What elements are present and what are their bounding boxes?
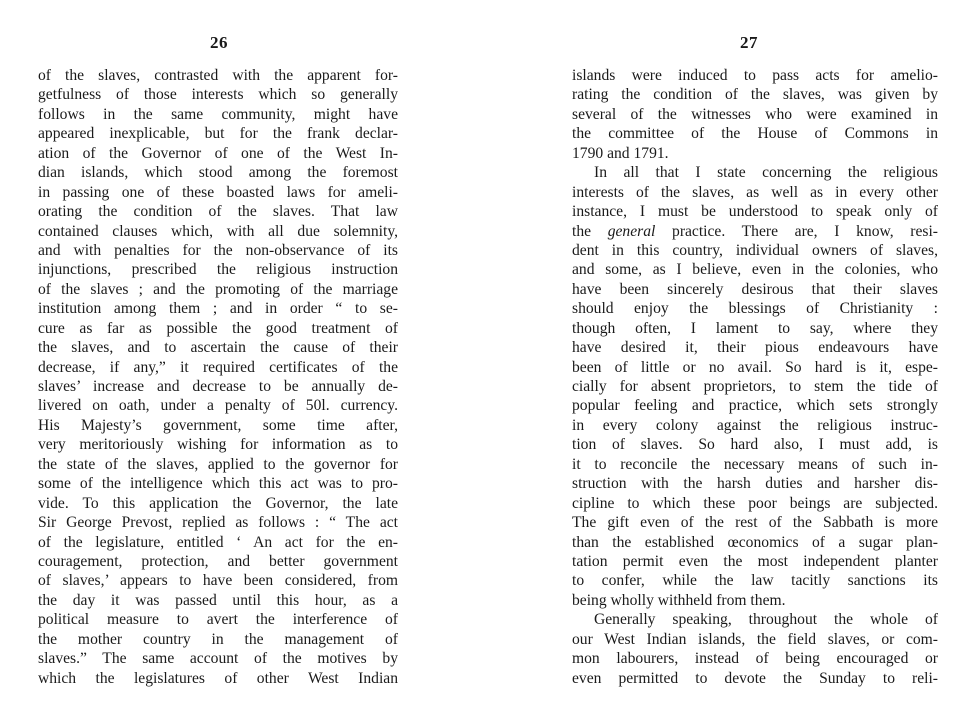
text-line: orating the condition of the slaves. That law	[38, 203, 398, 221]
text-line: institution among them ; and in order “ to se-	[38, 300, 398, 318]
text-line: political measure to avert the interference of	[38, 611, 398, 629]
text-line: in every colony against the religious instruc-	[572, 416, 938, 434]
text-line: livered on oath, under a penalty of 50l. currency.	[38, 397, 398, 415]
text-line: In all that I state concerning the religious	[594, 164, 938, 182]
text-line: injunctions, prescribed the religious instruction	[38, 261, 398, 279]
text-line: very meritoriously wishing for information as to	[38, 436, 398, 454]
text-line: mon labourers, instead of being encouraged or	[572, 650, 938, 668]
text-line: to confer, while the law tacitly sanctions its	[572, 572, 938, 590]
text-line: appeared inexplicable, but for the frank declar-	[38, 125, 398, 143]
text-line: slaves.” The same account of the motives by	[38, 650, 398, 668]
text-line: interests of the slaves, as well as in every other	[572, 183, 938, 201]
text-line: which the legislatures of other West Indian	[38, 669, 398, 687]
text-line: it to reconcile the necessary means of such in-	[572, 455, 938, 473]
text-line: cially for absent proprietors, to stem the tide of	[572, 378, 938, 395]
text-line-with-italic: the general practice. There are, I know, resi-	[572, 222, 939, 240]
text-line: and with penalties for the non-observance of its	[38, 241, 398, 259]
text-line: our West Indian islands, the field slaves, or com-	[572, 630, 938, 648]
text-line: several of the witnesses who were examined in	[572, 105, 938, 123]
text-line: cure as far as possible the good treatment of	[38, 319, 398, 337]
text-line: Generally speaking, throughout the whole of	[594, 611, 938, 629]
text-line: popular feeling and practice, which sets strongly	[572, 397, 938, 415]
text-line: the state of the slaves, applied to the governor for	[38, 455, 398, 473]
text-line: follows in the same community, might have	[38, 105, 398, 123]
text-line: dian islands, which stood among the foremost	[38, 164, 398, 182]
text-line: of the slaves, contrasted with the apparent for-	[38, 67, 398, 84]
page-number-right: 27	[740, 33, 758, 52]
text-line: being wholly withheld from them.	[572, 591, 786, 609]
text-line: tion of slaves. So hard also, I must add, is	[572, 436, 938, 454]
text-line: His Majesty’s government, some time after,	[38, 416, 398, 434]
text-line: the slaves, and to ascertain the cause of their	[38, 339, 398, 357]
text-line: contained clauses which, with all due solemnity,	[38, 222, 398, 240]
text-line: even permitted to devote the Sunday to reli-	[572, 669, 938, 687]
text-line: of the slaves ; and the promoting of the marriage	[38, 280, 398, 298]
text-line: couragement, protection, and better government	[38, 552, 398, 570]
right-page-text	[572, 66, 938, 688]
text-line: the day it was passed until this hour, as a	[38, 591, 398, 609]
text-line: in passing one of these boasted laws for ameli-	[38, 183, 398, 201]
text-line: ation of the Governor of one of the West In-	[38, 144, 398, 162]
text-line: been of little or no avail. So hard is it, espe-	[572, 358, 938, 376]
text-line: vide. To this application the Governor, the late	[38, 494, 398, 512]
text-line: Sir George Prevost, replied as follows : “ The act	[38, 514, 398, 532]
text-line: have desired it, their pious endeavours have	[572, 339, 938, 357]
text-line: tation permit even the most independent planter	[572, 552, 938, 570]
text-line: 1790 and 1791.	[572, 144, 669, 162]
text-line: of the legislature, entitled ‘ An act for the en-	[38, 533, 398, 551]
text-line: have been sincerely desirous that their slaves	[572, 280, 938, 298]
text-line: islands were induced to pass acts for amelio-	[572, 67, 938, 84]
left-page-text	[38, 66, 398, 688]
text-line: instance, I must be understood to speak only of	[572, 203, 938, 221]
page-number-left: 26	[210, 33, 228, 52]
text-line: of slaves,’ appears to have been considered, from	[38, 572, 398, 590]
text-line: the committee of the House of Commons in	[572, 125, 938, 143]
text-line: slaves’ increase and decrease to be annually de-	[38, 378, 398, 395]
text-line: The gift even of the rest of the Sabbath is more	[572, 514, 938, 532]
text-line: struction with the harsh duties and harsher dis-	[572, 475, 938, 493]
text-line: getfulness of those interests which so generally	[38, 86, 398, 104]
text-line: though often, I lament to say, where they	[572, 319, 938, 337]
text-line: cipline to which these poor beings are subjected.	[572, 494, 938, 512]
text-line: the mother country in the management of	[38, 630, 398, 648]
text-line: some of the intelligence which this act was to pro-	[38, 475, 398, 493]
text-line: rating the condition of the slaves, was given by	[572, 86, 938, 104]
text-line: than the established œconomics of a sugar plan-	[572, 533, 938, 551]
text-line: and some, as I believe, even in the colonies, who	[572, 261, 938, 279]
text-line: decrease, if any,” it required certificates of the	[38, 358, 398, 376]
text-line: should enjoy the blessings of Christianity :	[572, 300, 938, 318]
text-line: dent in this country, individual owners of slaves,	[572, 241, 938, 259]
